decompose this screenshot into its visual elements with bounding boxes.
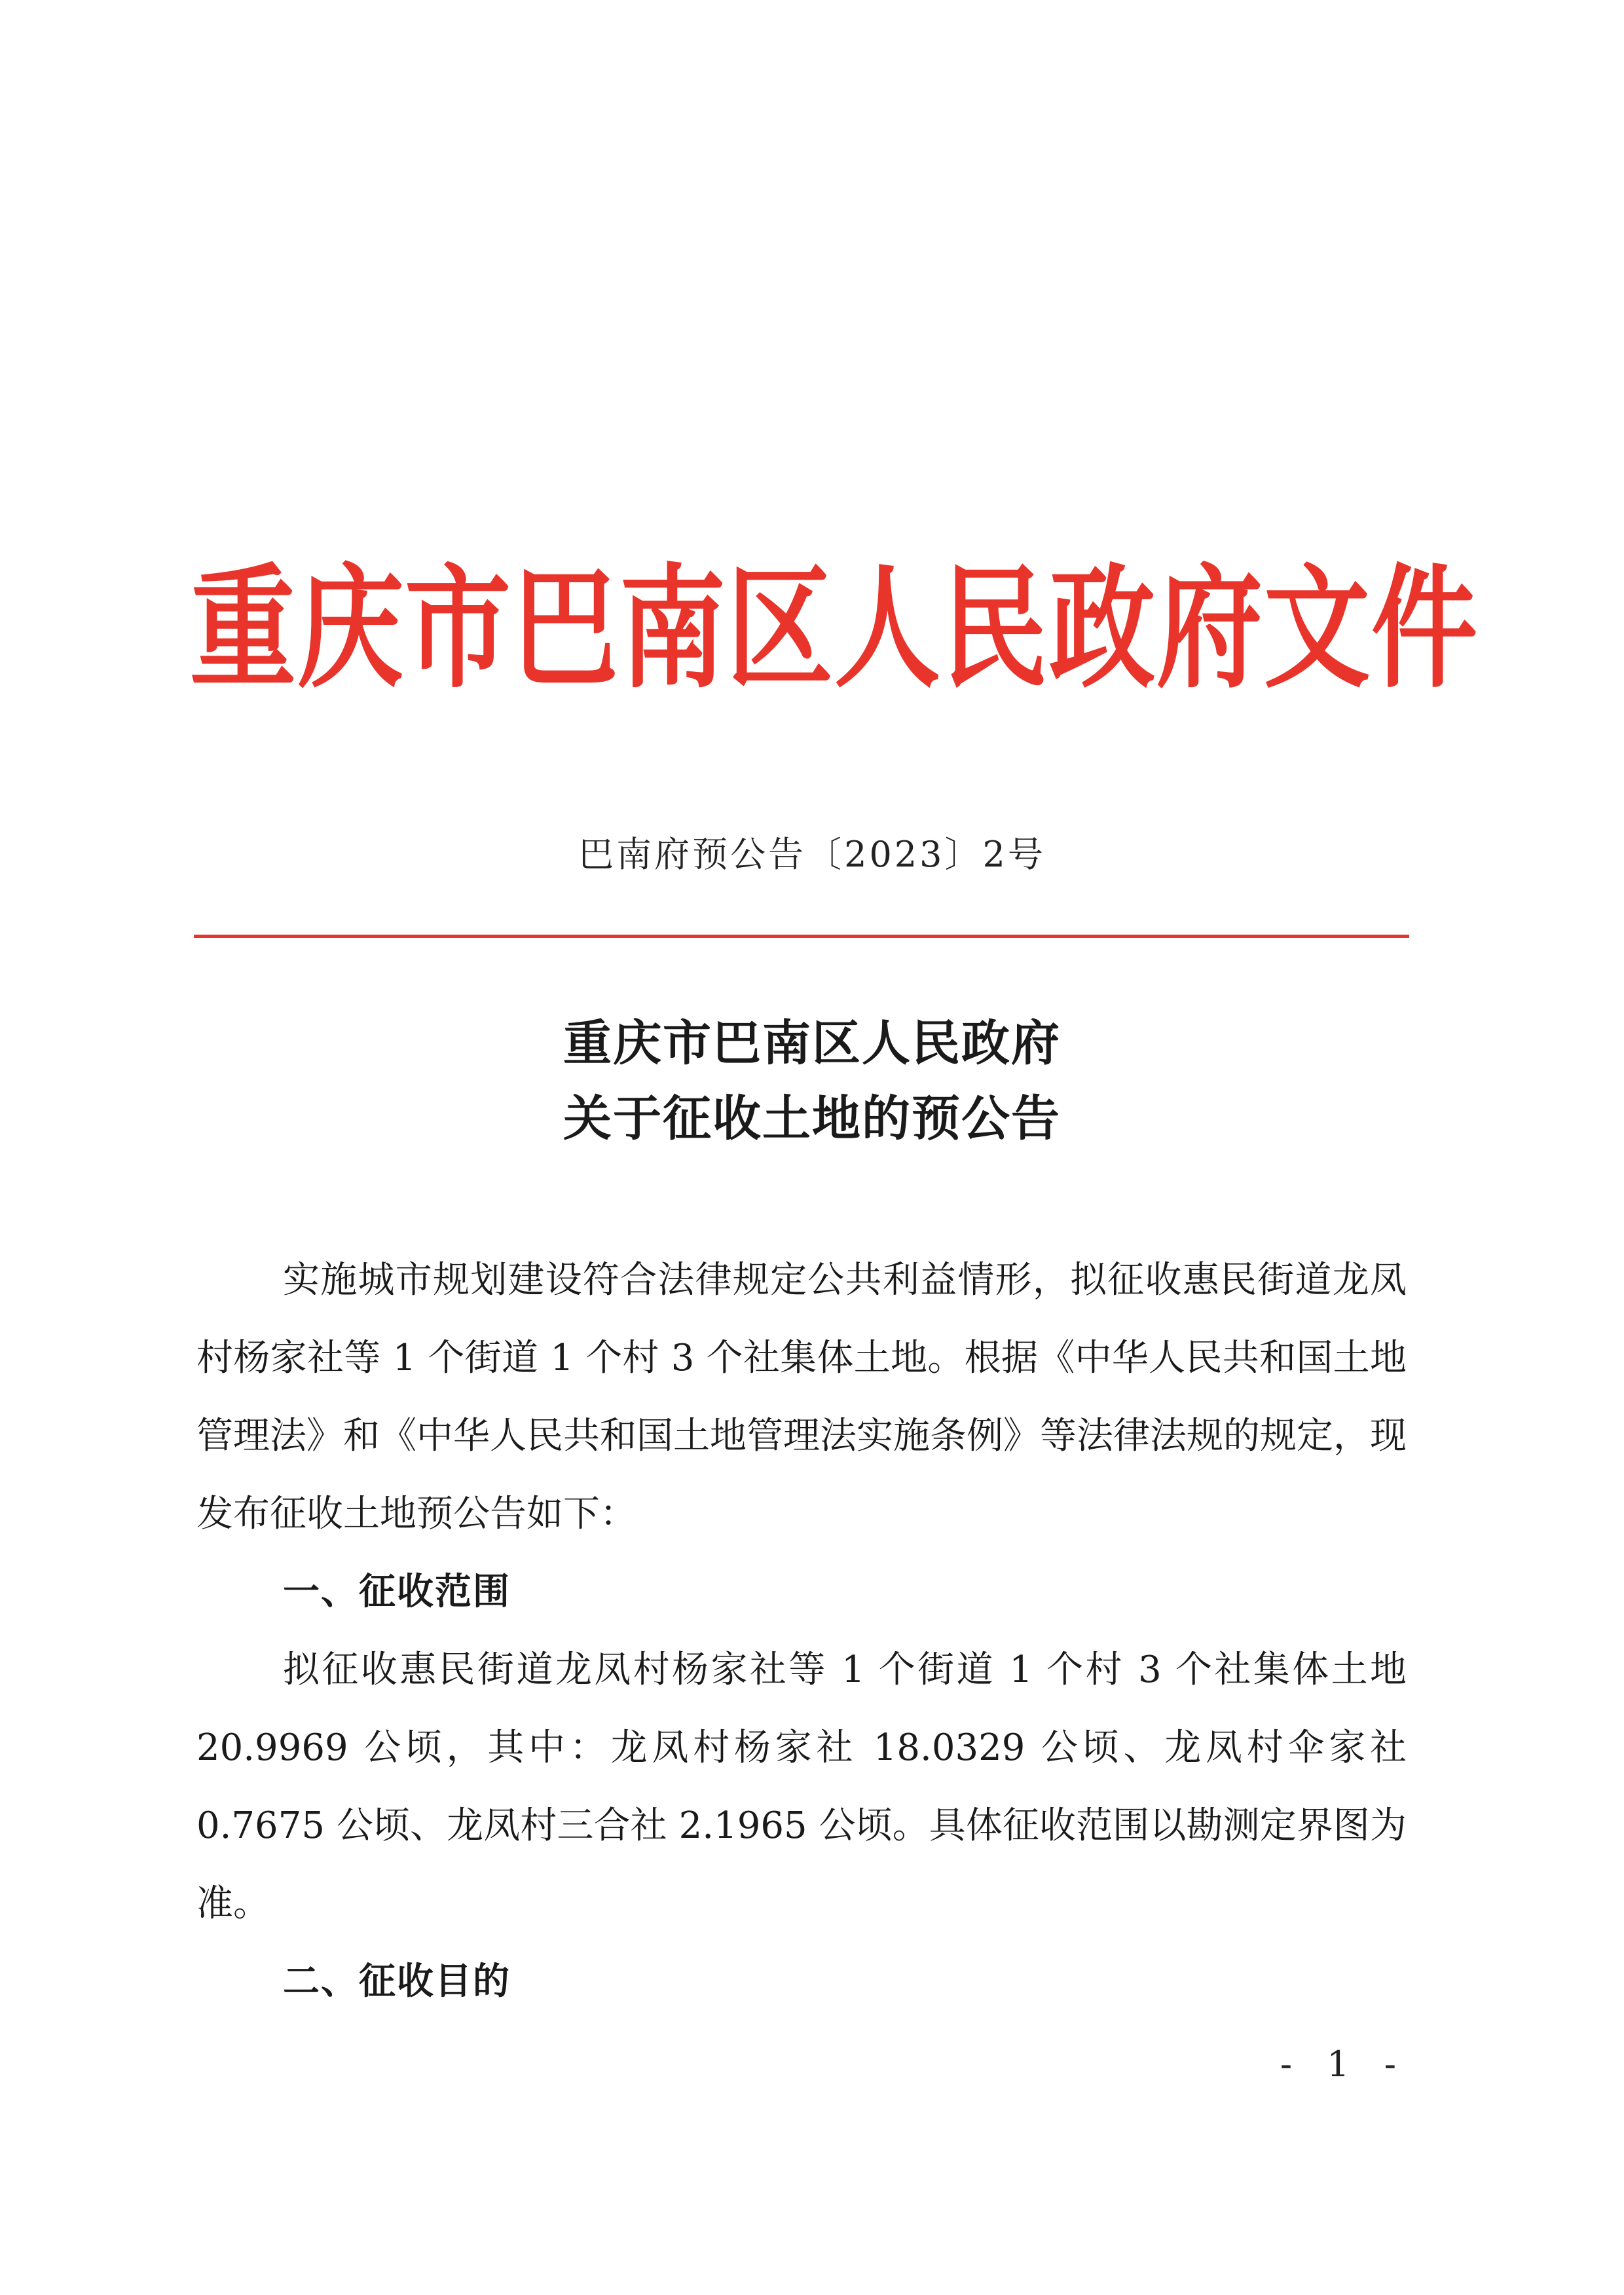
red-divider-line <box>194 935 1409 938</box>
section-1-heading: 一、征收范围 <box>283 1571 511 1613</box>
document-masthead: 重庆市巴南区人民政府文件 <box>190 551 1479 707</box>
page-number: - 1 - <box>1280 2043 1408 2085</box>
document-number: 巴南府预公告〔2023〕2号 <box>578 834 1046 875</box>
intro-paragraph: 实施城市规划建设符合法律规定公共利益情形，拟征收惠民街道龙凤村杨家社等 1 个街道 1 个村 3 个社集体土地。根据《中华人民共和国土地管理法》和《中华人民共和国土地管理法实施条例》等法律法规的规定，现发布征收土地预公告如下： <box>196 1259 1407 1535</box>
document-title-line-2: 关于征收土地的预公告 <box>563 1091 1061 1147</box>
document-body <box>196 1241 1407 2021</box>
section-1-paragraph: 拟征收惠民街道龙凤村杨家社等 1 个街道 1 个村 3 个社集体土地 20.9969 公顷，其中：龙凤村杨家社 18.0329 公顷、龙凤村伞家社 0.7675 公顷、龙凤村三合社 2.1965 公顷。具体征收范围以勘测定界图为准。 <box>196 1649 1407 1925</box>
document-title-line-1: 重庆市巴南区人民政府 <box>563 1015 1061 1072</box>
section-2-heading: 二、征收目的 <box>283 1960 511 2003</box>
